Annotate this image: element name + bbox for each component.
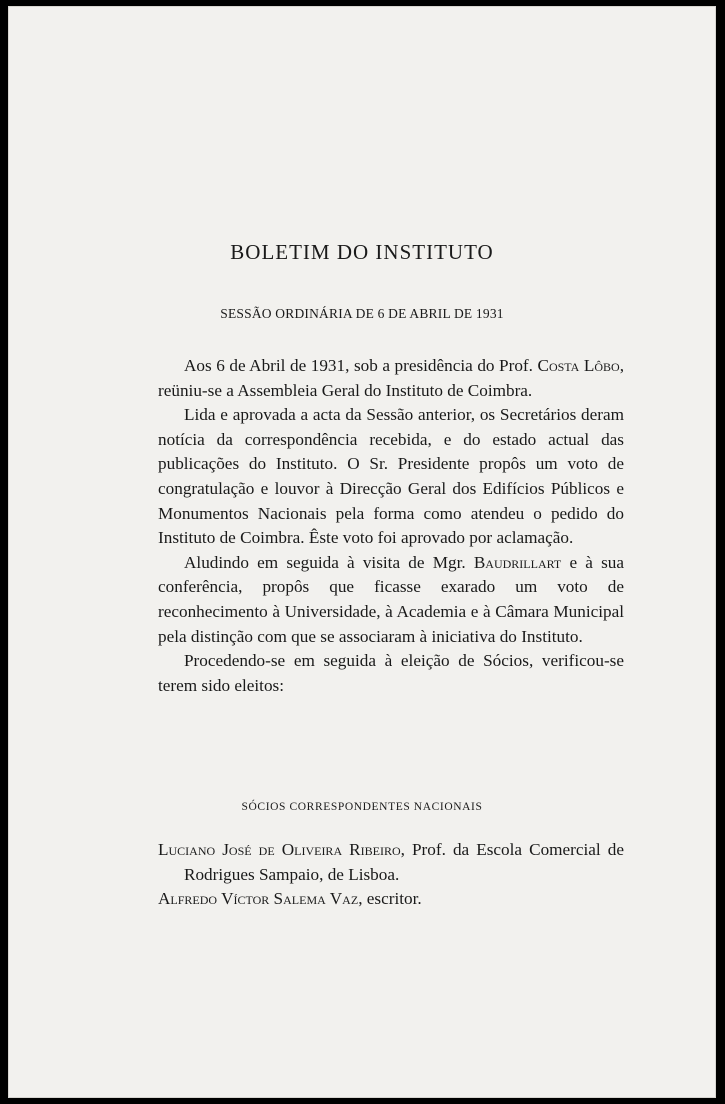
paragraph-3-text-b: e à sua conferência, propôs que ficasse exarado um voto de reconhecimento à Universidade, à Academia e à Câmara Municipal pela distinção com que se associaram à iniciativa do Instituto. — [158, 552, 625, 646]
body-text — [158, 354, 624, 698]
paragraph-3 — [158, 551, 624, 649]
paragraph-4: Procedendo-se em seguida à eleição de Sócios, verificou-se terem sido eleitos: — [158, 651, 624, 695]
document-page — [8, 6, 716, 1098]
session-title: SESSÃO ORDINÁRIA DE 6 DE ABRIL DE 1931 — [220, 306, 504, 321]
person-name-costa-lobo: Costa Lôbo — [537, 356, 620, 375]
paragraph-1-text-a: Aos 6 de Abril de 1931, sob a presidência do Prof. — [184, 356, 538, 375]
person-name-baudrillart: Baudrillart — [473, 552, 562, 572]
paragraph-1 — [158, 354, 624, 403]
paragraph-1-text-b: , reüniu-se a Assembleia Geral do Instituto de Coimbra. — [158, 356, 624, 400]
paragraph-2: Lida e aprovada a acta da Sessão anterior, os Secretários deram notícia da correspondência recebida, e do estado actual das publicações do Instituto. O Sr. Presidente propôs um voto de congratulação e louvor à Direcção Geral dos Edifícios Públicos e Monumentos Nacionais pela forma como atendeu o pedido do Instituto de Coimbra. Êste voto foi aprovado por aclamação. — [158, 405, 624, 548]
paragraph-3-text-a: Aludindo em seguida à visita de Mgr. — [184, 552, 474, 572]
member-description: , escritor. — [358, 889, 422, 909]
members-list — [158, 838, 624, 912]
section-title: SÓCIOS CORRESPONDENTES NACIONAIS — [241, 801, 483, 813]
member-entry — [158, 838, 624, 887]
member-name: Luciano José de Oliveira Ribeiro — [158, 840, 401, 859]
member-description: , Prof. da Escola Comercial de Rodrigues Sampaio, de Lisboa. — [184, 840, 624, 884]
bleed-through-text — [8, 56, 716, 73]
member-name: Alfredo Víctor Salema Vaz — [158, 889, 359, 909]
member-entry — [158, 887, 624, 912]
page-header: BOLETIM DO INSTITUTO — [230, 240, 494, 264]
